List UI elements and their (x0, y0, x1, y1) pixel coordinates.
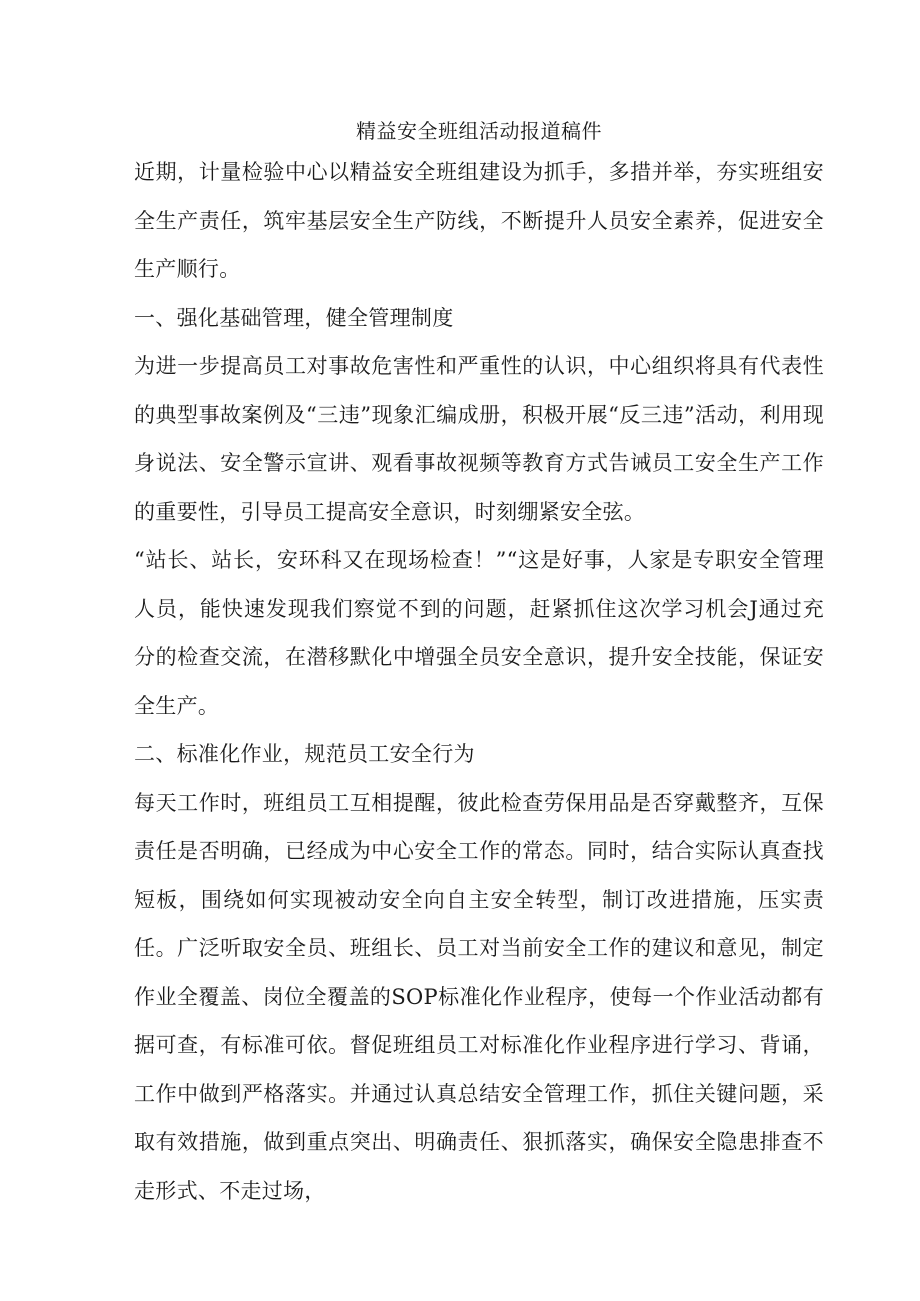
section-1-paragraph-1: 为进一步提高员工对事故危害性和严重性的认识，中心组织将具有代表性的典型事故案例及“三违”现象汇编成册，积极开展“反三违”活动，利用现身说法、安全警示宣讲、观看事故视频等教育方式告诫员工安全生产工作的重要性，引导员工提高安全意识，时刻绷紧安全弦。 (134, 354, 824, 524)
section-2-paragraph-1: 每天工作时，班组员工互相提醒，彼此检查劳保用品是否穿戴整齐，互保责任是否明确，已经成为中心安全工作的常态。同时，结合实际认真查找短板，围绕如何实现被动安全向自主安全转型，制订改进措施，压实责任。广泛听取安全员、班组长、员工对当前安全工作的建议和意见，制定作业全覆盖、岗位全覆盖的SOP标准化作业程序，使每一个作业活动都有据可查，有标准可依。督促班组员工对标准化作业程序进行学习、背诵，工作中做到严格落实。并通过认真总结安全管理工作，抓住关键问题，采取有效措施，做到重点突出、明确责任、狠抓落实，确保安全隐患排查不走形式、不走过场， (134, 790, 824, 1203)
intro-paragraph: 近期，计量检验中心以精益安全班组建设为抓手，多措并举，夯实班组安全生产责任，筑牢基层安全生产防线，不断提升人员安全素养，促进安全生产顺行。 (134, 160, 824, 281)
section-heading-2: 二、标准化作业，规范员工安全行为 (134, 742, 475, 766)
section-1-paragraph-2: “站长、站长，安环科又在现场检查！”“这是好事，人家是专职安全管理人员，能快速发现我们察觉不到的问题，赶紧抓住这次学习机会J通过充分的检查交流，在潜移默化中增强全员安全意识，提升安全技能，保证安全生产。 (134, 548, 824, 718)
section-heading-1: 一、强化基础管理，健全管理制度 (134, 305, 454, 330)
document-body (134, 114, 824, 1215)
document-title: 精益安全班组活动报道稿件 (356, 119, 602, 143)
